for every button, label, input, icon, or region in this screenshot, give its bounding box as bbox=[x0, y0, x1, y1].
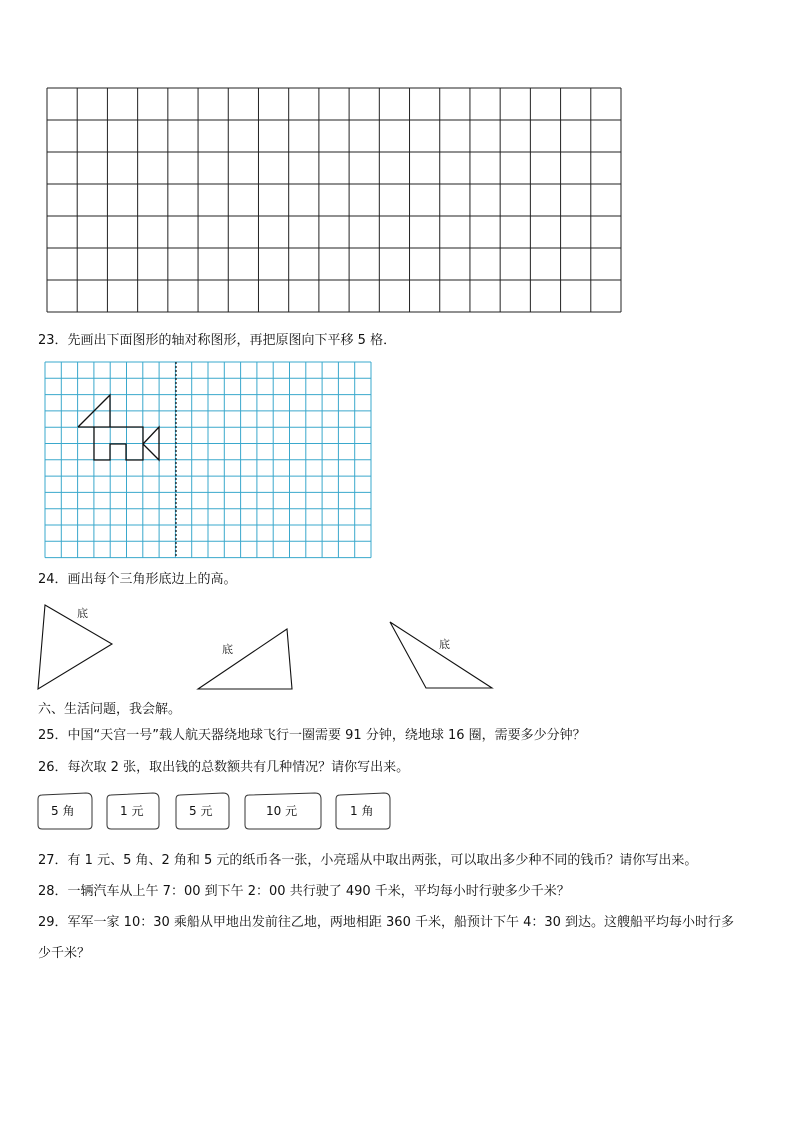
bill-4-label: 10 元 bbox=[266, 804, 298, 818]
answer-grid bbox=[0, 0, 794, 330]
bill-3-label: 5 元 bbox=[189, 804, 213, 818]
bill-5-label: 1 角 bbox=[350, 804, 374, 818]
bill-2-label: 1 元 bbox=[120, 804, 144, 818]
triangle-2 bbox=[198, 629, 292, 689]
question-28: 28．一辆汽车从上午 7：00 到下午 2：00 共行驶了 490 千米，平均每小时行驶多少千米？ bbox=[38, 884, 570, 899]
question-23: 23．先画出下面图形的轴对称图形，再把原图向下平移 5 格． bbox=[38, 333, 397, 348]
question-29-line-2: 少千米？ bbox=[38, 946, 91, 961]
triangle-3-base-label: 底 bbox=[439, 638, 450, 651]
question-26: 26．每次取 2 张，取出钱的总数额共有几种情况？请你写出来。 bbox=[38, 760, 410, 775]
triangle-1 bbox=[38, 605, 112, 689]
triangle-1-base-label: 底 bbox=[77, 607, 88, 620]
section-6-title: 六、生活问题，我会解。 bbox=[38, 702, 182, 717]
triangle-2-base-label: 底 bbox=[222, 643, 233, 656]
triangles-figure bbox=[0, 595, 794, 695]
question-29-line-1: 29．军军一家 10：30 乘船从甲地出发前往乙地，两地相距 360 千米，船预计下午 4：30 到达。这艘船平均每小时行多 bbox=[38, 915, 735, 930]
money-bills bbox=[0, 785, 794, 840]
triangle-3 bbox=[390, 622, 492, 688]
question-25: 25．中国“天宫一号”载人航天器绕地球飞行一圈需要 91 分钟，绕地球 16 圈，需要多少分钟？ bbox=[38, 728, 586, 743]
question-27: 27．有 1 元、5 角、2 角和 5 元的纸币各一张，小亮瑶从中取出两张，可以取出多少种不同的钱币？请你写出来。 bbox=[38, 853, 698, 868]
bill-1-label: 5 角 bbox=[51, 804, 75, 818]
question-24: 24．画出每个三角形底边上的高。 bbox=[38, 572, 237, 587]
symmetry-grid bbox=[0, 350, 794, 570]
